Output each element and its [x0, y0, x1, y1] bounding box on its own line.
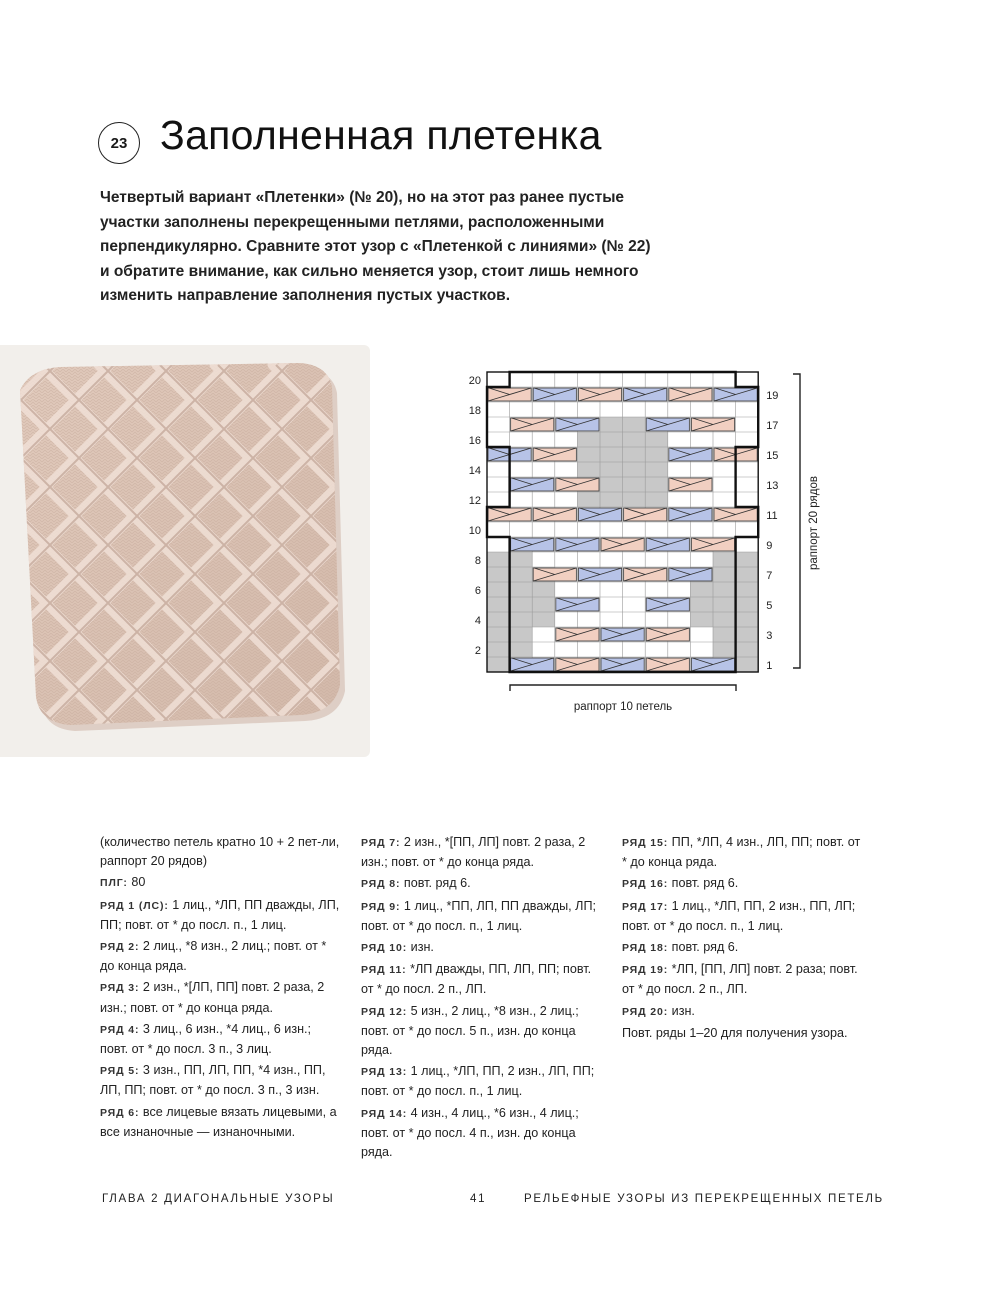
- row-label: РЯД 8:: [361, 878, 401, 891]
- row-text: *ЛП дважды, ПП, ЛП, ПП; повт. от * до посл. 2 п., ЛП.: [361, 962, 592, 997]
- purl-cell: [623, 462, 646, 477]
- row-repeat-label: раппорт 20 рядов: [808, 476, 820, 570]
- instruction-row: [361, 1062, 603, 1101]
- purl-cell: [510, 627, 533, 642]
- row-number-right: 1: [766, 660, 773, 672]
- purl-cell: [623, 492, 646, 507]
- crossed-stitch-symbol: [714, 508, 757, 521]
- purl-cell: [487, 582, 510, 597]
- purl-cell: [577, 492, 600, 507]
- swatch-photo: [0, 345, 370, 757]
- crossed-stitch-symbol: [511, 418, 554, 431]
- instruction-row: [100, 873, 342, 893]
- row-number-left: 20: [468, 375, 481, 387]
- purl-cell: [532, 612, 555, 627]
- purl-cell: [713, 627, 736, 642]
- purl-cell: [645, 447, 668, 462]
- footer-section: РЕЛЬЕФНЫЕ УЗОРЫ ИЗ ПЕРЕКРЕЩЕННЫХ ПЕТЕЛЬ: [524, 1193, 884, 1205]
- crossed-stitch-symbol: [556, 478, 599, 491]
- purl-cell: [510, 567, 533, 582]
- row-text: 1 лиц., *ЛП, ПП, 2 изн., ПП, ЛП; повт. от * до посл. п., 1 лиц.: [622, 898, 856, 933]
- crossed-stitch-symbol: [488, 508, 531, 521]
- instruction-row: [622, 960, 867, 999]
- crossed-stitch-symbol: [556, 598, 599, 611]
- row-number-left: 2: [474, 645, 481, 657]
- row-text: 5 изн., 2 лиц., *8 изн., 2 лиц.; повт. от * до посл. 5 п., изн. до конца ряда.: [361, 1003, 579, 1058]
- row-number-left: 10: [468, 525, 481, 537]
- purl-cell: [577, 432, 600, 447]
- crossed-stitch-symbol: [533, 388, 576, 401]
- purl-cell: [713, 597, 736, 612]
- instruction-row: [361, 960, 603, 999]
- row-number-right: 7: [766, 570, 773, 582]
- crossed-stitch-symbol: [691, 658, 734, 671]
- purl-cell: [736, 612, 759, 627]
- row-text: повт. ряд 6.: [668, 876, 739, 891]
- instruction-row: [100, 896, 342, 935]
- row-label: РЯД 6:: [100, 1106, 140, 1119]
- pattern-number: 23: [110, 134, 128, 152]
- row-label: РЯД 15:: [622, 837, 669, 849]
- row-text: 3 изн., ПП, ЛП, ПП, *4 изн., ПП, ЛП, ПП; повт. от * до посл. 3 п., 3 изн.: [100, 1063, 326, 1098]
- crossed-stitch-symbol: [646, 658, 689, 671]
- purl-cell: [645, 477, 668, 492]
- row-label: ПЛГ:: [100, 877, 128, 890]
- instruction-row: [622, 874, 867, 894]
- instruction-row: [622, 833, 867, 872]
- purl-cell: [510, 642, 533, 657]
- crossed-stitch-symbol: [669, 388, 712, 401]
- stitch-repeat-bracket: [510, 685, 736, 691]
- purl-cell: [487, 567, 510, 582]
- purl-cell: [510, 582, 533, 597]
- row-label: РЯД 1 (ЛС):: [100, 899, 169, 912]
- crossed-stitch-symbol: [691, 538, 734, 551]
- crossed-stitch-symbol: [669, 568, 712, 581]
- row-text: (количество петель кратно 10 + 2 пет-ли, раппорт 20 рядов): [100, 835, 340, 869]
- purl-cell: [736, 627, 759, 642]
- row-label: РЯД 3:: [100, 982, 140, 995]
- crossed-stitch-symbol: [714, 388, 757, 401]
- row-text: повт. ряд 6.: [668, 940, 739, 955]
- purl-cell: [623, 432, 646, 447]
- row-text: изн.: [668, 1003, 695, 1018]
- row-number-left: 14: [468, 465, 481, 477]
- row-number-right: 13: [766, 480, 779, 492]
- page-title: Заполненная плетенка: [160, 112, 602, 158]
- swatch-image: [0, 345, 370, 757]
- row-text: повт. ряд 6.: [400, 876, 471, 891]
- row-number-right: 15: [766, 450, 779, 462]
- row-number-right: 17: [766, 420, 779, 432]
- row-label: РЯД 19:: [622, 964, 669, 977]
- purl-cell: [645, 492, 668, 507]
- purl-cell: [510, 552, 533, 567]
- row-text: 2 изн., *[ЛП, ПП] повт. 2 раза, 2 изн.; повт. от * до конца ряда.: [100, 980, 325, 1015]
- row-text: 2 изн., *[ПП, ЛП] повт. 2 раза, 2 изн.; повт. от * до конца ряда.: [361, 835, 586, 870]
- row-number-left: 6: [474, 585, 481, 597]
- crossed-stitch-symbol: [669, 448, 712, 461]
- row-number-left: 12: [468, 495, 481, 507]
- purl-cell: [577, 447, 600, 462]
- row-label: РЯД 10:: [361, 942, 408, 955]
- purl-cell: [600, 462, 623, 477]
- crossed-stitch-symbol: [646, 538, 689, 551]
- footer-page-number: 41: [470, 1193, 487, 1205]
- purl-cell: [736, 552, 759, 567]
- purl-cell: [713, 567, 736, 582]
- purl-cell: [713, 612, 736, 627]
- crossed-stitch-symbol: [646, 418, 689, 431]
- row-label: РЯД 17:: [622, 900, 669, 913]
- row-text: Повт. ряды 1–20 для получения узора.: [622, 1025, 848, 1040]
- instruction-row: [622, 1002, 867, 1022]
- purl-cell: [713, 552, 736, 567]
- row-label: РЯД 7:: [361, 837, 401, 849]
- purl-cell: [623, 477, 646, 492]
- crossed-stitch-symbol: [578, 568, 621, 581]
- row-repeat-bracket: [793, 374, 800, 668]
- instruction-row: [361, 874, 603, 894]
- instruction-row: [100, 1061, 342, 1100]
- purl-cell: [487, 657, 510, 672]
- purl-cell: [623, 447, 646, 462]
- purl-cell: [736, 642, 759, 657]
- row-label: РЯД 5:: [100, 1065, 140, 1078]
- crossed-stitch-symbol: [578, 388, 621, 401]
- purl-cell: [623, 417, 646, 432]
- crossed-stitch-symbol: [578, 508, 621, 521]
- purl-cell: [645, 432, 668, 447]
- purl-cell: [487, 612, 510, 627]
- purl-cell: [690, 597, 713, 612]
- instruction-row: [361, 833, 603, 872]
- purl-cell: [736, 582, 759, 597]
- purl-cell: [600, 477, 623, 492]
- row-number-right: 19: [766, 390, 779, 402]
- row-label: РЯД 13:: [361, 1066, 408, 1079]
- row-text: 4 изн., 4 лиц., *6 изн., 4 лиц.; повт. от * до посл. 4 п., изн. до конца ряда.: [361, 1105, 579, 1160]
- purl-cell: [487, 552, 510, 567]
- crossed-stitch-symbol: [669, 478, 712, 491]
- row-label: РЯД 11:: [361, 964, 407, 977]
- purl-cell: [600, 417, 623, 432]
- crossed-stitch-symbol: [646, 598, 689, 611]
- instruction-row: [361, 897, 603, 936]
- row-label: РЯД 9:: [361, 900, 401, 913]
- row-number-left: 18: [468, 405, 481, 417]
- purl-cell: [713, 582, 736, 597]
- row-label: РЯД 18:: [622, 942, 669, 955]
- crossed-stitch-symbol: [601, 628, 644, 641]
- knitting-chart: [460, 360, 840, 720]
- row-number-left: 8: [474, 555, 481, 567]
- row-label: РЯД 16:: [622, 878, 669, 891]
- crossed-stitch-symbol: [669, 508, 712, 521]
- row-text: 1 лиц., *ЛП, ПП дважды, ЛП, ПП; повт. от * до посл. п., 1 лиц.: [100, 897, 340, 932]
- row-label: РЯД 2:: [100, 941, 140, 954]
- instruction-row: [100, 937, 342, 976]
- row-text: все лицевые вязать лицевыми, а все изнаночные — изнаночными.: [100, 1104, 337, 1139]
- stitch-repeat-label: раппорт 10 петель: [573, 701, 673, 713]
- crossed-stitch-symbol: [511, 478, 554, 491]
- instruction-row: [361, 1002, 603, 1061]
- row-number-left: 4: [474, 615, 481, 627]
- crossed-stitch-symbol: [601, 538, 644, 551]
- row-text: изн.: [407, 940, 434, 955]
- instruction-row: [100, 978, 342, 1017]
- purl-cell: [510, 597, 533, 612]
- instruction-row: [622, 1024, 867, 1043]
- instruction-row: [100, 833, 342, 871]
- crossed-stitch-symbol: [556, 538, 599, 551]
- row-text: 3 лиц., 6 изн., *4 лиц., 6 изн.; повт. от * до посл. 3 п., 3 лиц.: [100, 1021, 312, 1057]
- instruction-row: [622, 897, 867, 936]
- crossed-stitch-symbol: [556, 418, 599, 431]
- purl-cell: [645, 462, 668, 477]
- row-text: ПП, *ЛП, 4 изн., ЛП, ПП; повт. от * до конца ряда.: [622, 835, 861, 870]
- footer-chapter: ГЛАВА 2 ДИАГОНАЛЬНЫЕ УЗОРЫ: [102, 1193, 335, 1205]
- crossed-stitch-symbol: [624, 508, 667, 521]
- crossed-stitch-symbol: [624, 388, 667, 401]
- row-number-right: 3: [766, 630, 773, 642]
- row-text: 80: [127, 875, 146, 890]
- purl-cell: [690, 582, 713, 597]
- purl-cell: [487, 627, 510, 642]
- purl-cell: [577, 462, 600, 477]
- crossed-stitch-symbol: [601, 658, 644, 671]
- crossed-stitch-symbol: [511, 658, 554, 671]
- chart-grid: [460, 360, 840, 720]
- purl-cell: [487, 642, 510, 657]
- row-number-right: 11: [766, 510, 778, 522]
- crossed-stitch-symbol: [646, 628, 689, 641]
- instruction-row: [100, 1103, 342, 1142]
- instruction-row: [100, 1020, 342, 1059]
- instructions-column-2: [361, 833, 603, 1164]
- row-text: *ЛП, [ПП, ЛП] повт. 2 раза; повт. от * до посл. 2 п., ЛП.: [622, 962, 858, 997]
- purl-cell: [736, 657, 759, 672]
- crossed-stitch-symbol: [556, 628, 599, 641]
- purl-cell: [600, 492, 623, 507]
- purl-cell: [736, 597, 759, 612]
- crossed-stitch-symbol: [488, 388, 531, 401]
- pattern-number-badge: [98, 122, 140, 164]
- instruction-row: [361, 1104, 603, 1163]
- purl-cell: [532, 597, 555, 612]
- row-number-left: 16: [468, 435, 481, 447]
- purl-cell: [510, 612, 533, 627]
- purl-cell: [487, 597, 510, 612]
- row-text: 1 лиц., *ПП, ЛП, ПП дважды, ЛП; повт. от * до посл. п., 1 лиц.: [361, 898, 596, 933]
- intro-paragraph: Четвертый вариант «Плетенки» (№ 20), но на этот раз ранее пустые участки заполнены перекрещенными петлями, расположенными перпендикулярно. Сравните этот узор с «Плетенкой с линиями» (№ 22) и обратите внимание, как сильно меняется узор, стоит лишь немного изменить направление заполнения пустых участков.: [100, 189, 651, 304]
- instruction-row: [361, 938, 603, 958]
- purl-cell: [736, 567, 759, 582]
- purl-cell: [690, 612, 713, 627]
- crossed-stitch-symbol: [556, 658, 599, 671]
- purl-cell: [532, 582, 555, 597]
- instructions-column-1: [100, 833, 342, 1144]
- crossed-stitch-symbol: [533, 448, 576, 461]
- row-text: 1 лиц., *ЛП, ПП, 2 изн., ЛП, ПП; повт. от * до посл. п., 1 лиц.: [361, 1064, 595, 1099]
- row-text: 2 лиц., *8 изн., 2 лиц.; повт. от * до конца ряда.: [100, 939, 327, 974]
- instruction-row: [622, 938, 867, 958]
- row-label: РЯД 12:: [361, 1005, 408, 1018]
- row-label: РЯД 4:: [100, 1023, 140, 1036]
- crossed-stitch-symbol: [691, 418, 734, 431]
- purl-cell: [600, 447, 623, 462]
- crossed-stitch-symbol: [533, 508, 576, 521]
- purl-cell: [600, 432, 623, 447]
- row-number-right: 5: [766, 600, 773, 612]
- crossed-stitch-symbol: [511, 538, 554, 551]
- row-label: РЯД 14:: [361, 1107, 408, 1120]
- row-label: РЯД 20:: [622, 1005, 669, 1018]
- purl-cell: [713, 642, 736, 657]
- crossed-stitch-symbol: [624, 568, 667, 581]
- row-number-right: 9: [766, 540, 773, 552]
- instructions-column-3: [622, 833, 867, 1045]
- crossed-stitch-symbol: [533, 568, 576, 581]
